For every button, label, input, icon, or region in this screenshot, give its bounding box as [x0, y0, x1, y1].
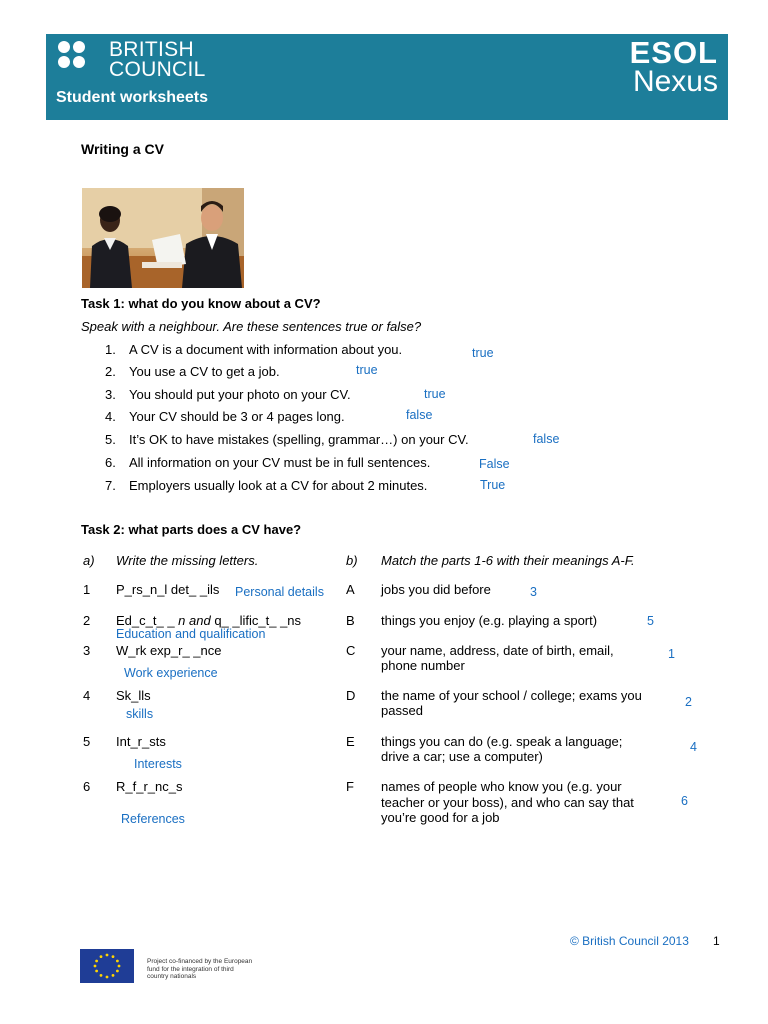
meaning-letter: B	[346, 613, 355, 628]
part-number: 5	[83, 734, 91, 749]
page-number: 1	[713, 934, 720, 948]
list-item: Your CV should be 3 or 4 pages long.	[129, 409, 345, 424]
handwritten-answer: References	[121, 812, 185, 826]
part-number: 3	[83, 643, 91, 658]
missing-letters-word: Sk_lls	[116, 688, 151, 703]
handwritten-answer: true	[424, 387, 446, 401]
column-b-letter: b)	[346, 553, 358, 568]
handwritten-answer: skills	[126, 707, 154, 721]
handwritten-answer: false	[533, 432, 560, 446]
handwritten-answer: 5	[647, 614, 654, 628]
handwritten-answer: True	[480, 478, 506, 492]
list-item: It’s OK to have mistakes (spelling, grammar…) on your CV.	[129, 432, 469, 447]
list-item: A CV is a document with information about you.	[129, 342, 403, 357]
part-number: 1	[83, 582, 91, 597]
meaning-letter: D	[346, 688, 356, 703]
handwritten-answer: 1	[668, 647, 675, 661]
part-number: 4	[83, 688, 91, 703]
meaning-text: things you can do (e.g. speak a language; drive a car; use a computer)	[381, 734, 623, 764]
list-item-number: 2.	[105, 364, 116, 379]
list-item-number: 1.	[105, 342, 116, 357]
task2-heading: Task 2: what parts does a CV have?	[81, 522, 302, 537]
part-number: 6	[83, 779, 91, 794]
column-a-letter: a)	[83, 553, 95, 568]
missing-letters-word: W_rk exp_r_ _nce	[116, 643, 222, 658]
esol-nexus-logo: ESOL Nexus	[629, 35, 718, 98]
handwritten-answer: 6	[681, 794, 688, 808]
missing-letters-word: R_f_r_nc_s	[116, 779, 183, 794]
handwritten-answer: true	[472, 346, 494, 360]
meaning-text: names of people who know you (e.g. your teacher or your boss), and who can say that you’re good for a job	[381, 779, 634, 825]
eu-funding-note: Project co-financed by the European fund for the integration of third country nationals	[147, 958, 253, 980]
handwritten-answer: false	[406, 408, 433, 422]
interview-photo	[82, 188, 244, 288]
list-item-number: 6.	[105, 455, 116, 470]
eu-flag-icon	[80, 949, 134, 983]
handwritten-answer: 3	[530, 585, 537, 599]
list-item: You use a CV to get a job.	[129, 364, 280, 379]
meaning-text: jobs you did before	[381, 582, 491, 597]
list-item-number: 3.	[105, 387, 116, 402]
handwritten-answer: true	[356, 363, 378, 377]
list-item: You should put your photo on your CV.	[129, 387, 351, 402]
list-item-number: 5.	[105, 432, 116, 447]
worksheet-type-title: Student worksheets	[56, 89, 209, 106]
list-item-number: 4.	[105, 409, 116, 424]
list-item-number: 7.	[105, 478, 116, 493]
missing-letters-word: P_rs_n_l det_ _ils	[116, 582, 220, 597]
list-item: All information on your CV must be in full sentences.	[129, 455, 431, 470]
handwritten-answer: 4	[690, 740, 697, 754]
column-a-instruction: Write the missing letters.	[116, 553, 259, 568]
copyright: © British Council 2013	[570, 934, 689, 948]
british-council-logo-text: BRITISH COUNCIL	[109, 38, 206, 81]
meaning-text: things you enjoy (e.g. playing a sport)	[381, 613, 598, 628]
meaning-letter: C	[346, 643, 356, 658]
handwritten-answer: Interests	[134, 757, 182, 771]
handwritten-answer: Work experience	[124, 666, 218, 680]
british-council-logo-icon	[58, 41, 102, 81]
task1-heading: Task 1: what do you know about a CV?	[81, 296, 321, 311]
header-banner	[46, 34, 728, 120]
handwritten-answer: Personal details	[235, 585, 324, 599]
meaning-letter: A	[346, 582, 355, 597]
meaning-text: the name of your school / college; exams you passed	[381, 688, 642, 718]
list-item: Employers usually look at a CV for about 2 minutes.	[129, 478, 428, 493]
handwritten-answer: Education and qualification	[116, 627, 266, 641]
task1-instruction: Speak with a neighbour. Are these sentences true or false?	[81, 319, 422, 334]
meaning-letter: F	[346, 779, 354, 794]
meaning-letter: E	[346, 734, 355, 749]
handwritten-answer: False	[479, 457, 510, 471]
handwritten-answer: 2	[685, 695, 692, 709]
meaning-text: your name, address, date of birth, email, phone number	[381, 643, 614, 673]
missing-letters-word: Ed_c_t_ _ n and q_ _lific_t_ _ns	[116, 613, 302, 628]
part-number: 2	[83, 613, 91, 628]
missing-letters-word: Int_r_sts	[116, 734, 166, 749]
page-title: Writing a CV	[81, 141, 164, 157]
column-b-instruction: Match the parts 1-6 with their meanings A-F.	[381, 553, 635, 568]
